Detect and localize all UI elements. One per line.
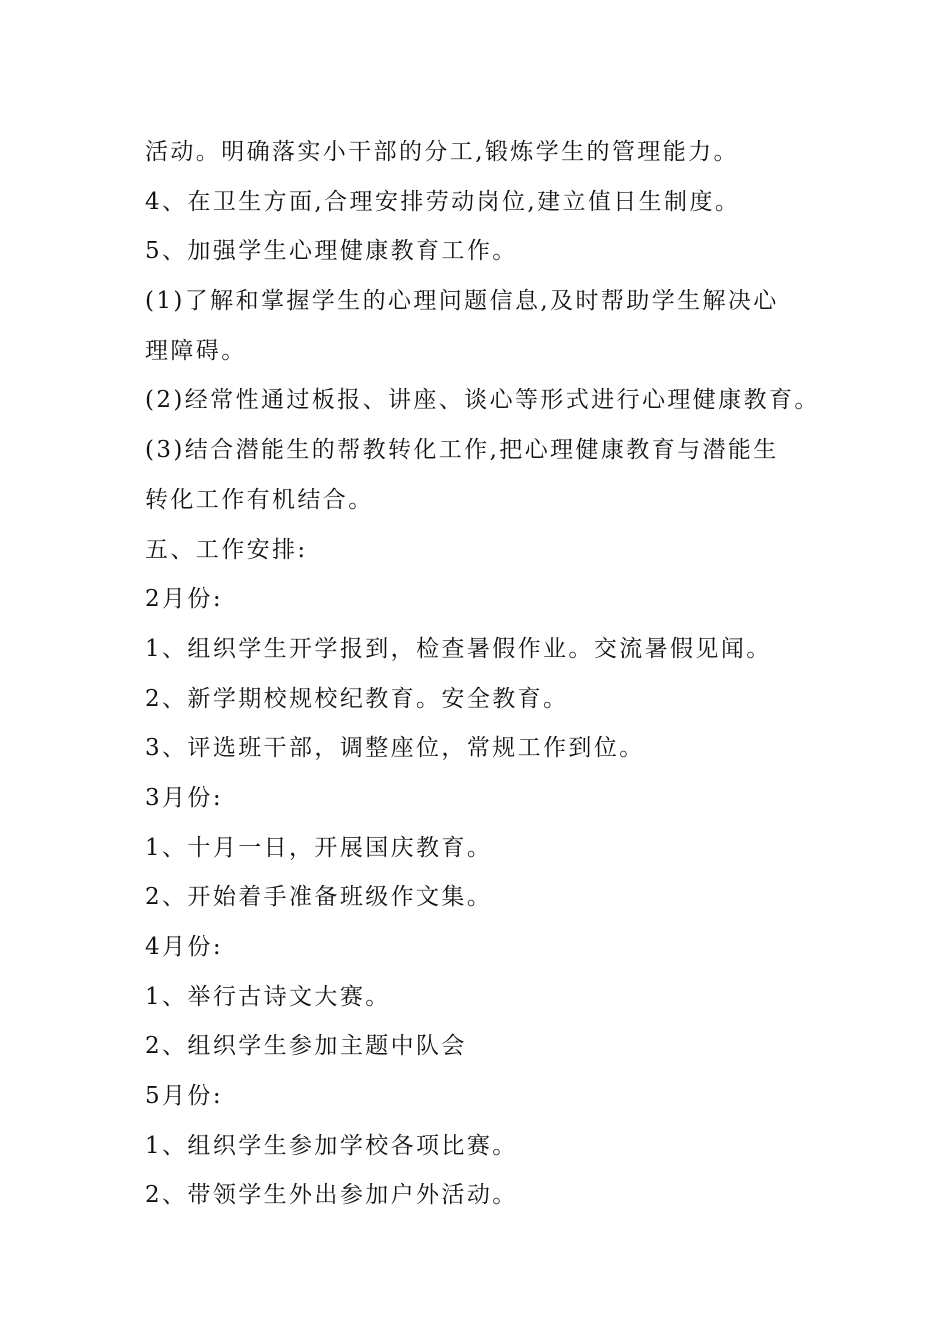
month-heading-mar: 3月份: [145, 784, 223, 811]
schedule-item: 2、带领学生外出参加户外活动。 [145, 1182, 518, 1209]
schedule-item: 1、组织学生开学报到，检查暑假作业。交流暑假见闻。 [145, 635, 772, 662]
text-line-item-1-cont: 理障碍。 [145, 337, 247, 364]
text-line-activities: 活动。明确落实小干部的分工,锻炼学生的管理能力。 [145, 139, 739, 165]
text-line-item-1: (1)了解和掌握学生的心理问题信息,及时帮助学生解决心 [145, 288, 779, 315]
schedule-item: 3、评选班干部，调整座位，常规工作到位。 [145, 735, 645, 762]
month-heading-feb: 2月份: [145, 586, 223, 613]
section-heading-schedule: 五、工作安排: [145, 536, 308, 563]
text-line-item-3: (3)结合潜能生的帮教转化工作,把心理健康教育与潜能生 [145, 437, 779, 464]
month-heading-may: 5月份: [145, 1083, 223, 1110]
schedule-item: 1、十月一日，开展国庆教育。 [145, 834, 493, 861]
text-line-hygiene: 4、在卫生方面,合理安排劳动岗位,建立值日生制度。 [145, 188, 741, 215]
schedule-item: 1、举行古诗文大赛。 [145, 983, 391, 1010]
schedule-item: 2、新学期校规校纪教育。安全教育。 [145, 685, 569, 712]
month-heading-apr: 4月份: [145, 934, 223, 960]
schedule-item: 2、组织学生参加主题中队会 [145, 1033, 467, 1060]
text-line-item-2: (2)经常性通过板报、讲座、谈心等形式进行心理健康教育。 [145, 387, 820, 414]
text-line-item-3-cont: 转化工作有机结合。 [145, 486, 374, 513]
text-line-mental-health: 5、加强学生心理健康教育工作。 [145, 238, 518, 265]
document-body [145, 128, 825, 1221]
schedule-item: 2、开始着手准备班级作文集。 [145, 884, 493, 911]
schedule-item: 1、组织学生参加学校各项比赛。 [145, 1132, 518, 1159]
